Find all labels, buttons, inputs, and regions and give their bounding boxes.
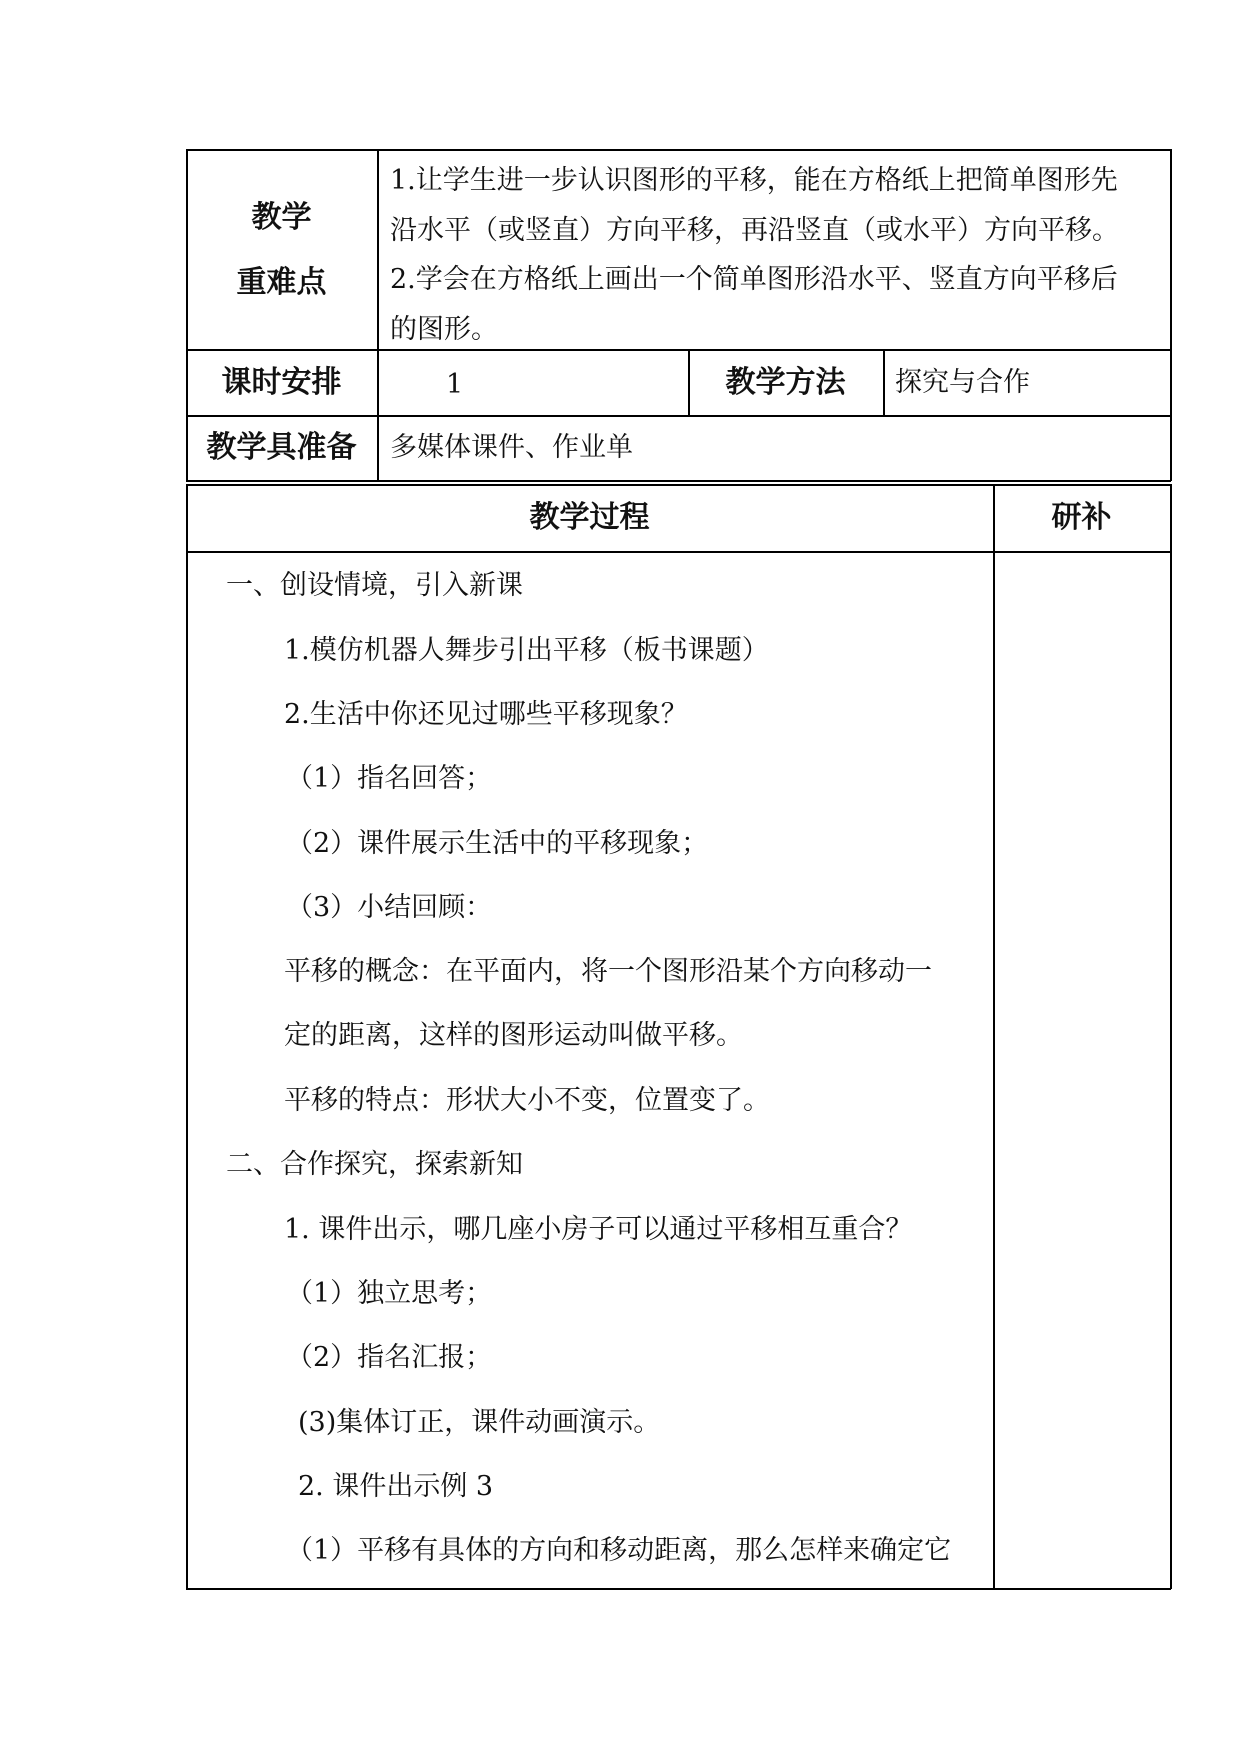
table-border [186, 551, 1171, 553]
method-label: 教学方法 [725, 365, 846, 400]
key-points-line: 1.让学生进一步认识图形的平移，能在方格纸上把简单图形先 [390, 165, 1118, 196]
process-line: (3)集体订正，课件动画演示。 [298, 1407, 661, 1438]
process-line: （2）指名汇报； [286, 1342, 493, 1373]
materials-label: 教学具准备 [206, 430, 357, 465]
table-border [1170, 149, 1172, 481]
process-line: 2. 课件出示例 3 [298, 1471, 494, 1502]
table-border [186, 1588, 1171, 1590]
hours-label: 课时安排 [221, 365, 342, 400]
process-line: 1. 课件出示，哪几座小房子可以通过平移相互重合？ [284, 1214, 913, 1245]
hours-value: 1 [446, 369, 464, 400]
process-line: （3）小结回顾： [286, 892, 493, 923]
process-line: （1）指名回答； [286, 763, 493, 794]
table-border [1170, 484, 1172, 1589]
table-border [883, 349, 885, 416]
table-border [186, 149, 188, 481]
process-line: （2）课件展示生活中的平移现象； [286, 828, 709, 859]
materials-value: 多媒体课件、作业单 [390, 432, 633, 463]
process-line: （1）独立思考； [286, 1278, 493, 1309]
key-points-line: 2.学会在方格纸上画出一个简单图形沿水平、竖直方向平移后 [390, 264, 1118, 295]
process-line: 一、创设情境，引入新课 [226, 570, 523, 601]
process-header: 教学过程 [529, 500, 650, 535]
key-points-line: 沿水平（或竖直）方向平移，再沿竖直（或水平）方向平移。 [390, 215, 1119, 246]
key-points-line: 的图形。 [390, 314, 498, 345]
table-border [186, 349, 1171, 351]
method-value: 探究与合作 [895, 367, 1030, 398]
table-border [186, 149, 1171, 151]
process-line: 平移的概念：在平面内，将一个图形沿某个方向移动一 [284, 956, 932, 987]
table-border [186, 415, 1171, 417]
process-line: 二、合作探究，探索新知 [226, 1149, 523, 1180]
process-line: （1）平移有具体的方向和移动距离，那么怎样来确定它 [286, 1535, 952, 1566]
process-line: 平移的特点：形状大小不变，位置变了。 [284, 1085, 770, 1116]
process-line: 1.模仿机器人舞步引出平移（板书课题） [284, 635, 769, 666]
table-border [377, 149, 379, 481]
table-border [186, 480, 1171, 482]
process-line: 2.生活中你还见过哪些平移现象？ [284, 699, 688, 730]
key-points-label-line2: 重难点 [236, 265, 327, 300]
table-border [993, 484, 995, 1589]
table-border [186, 484, 1171, 486]
key-points-label-line1: 教学 [251, 200, 312, 235]
table-border [186, 484, 188, 1589]
process-line: 定的距离，这样的图形运动叫做平移。 [284, 1020, 743, 1051]
notes-header: 研补 [1051, 500, 1112, 535]
